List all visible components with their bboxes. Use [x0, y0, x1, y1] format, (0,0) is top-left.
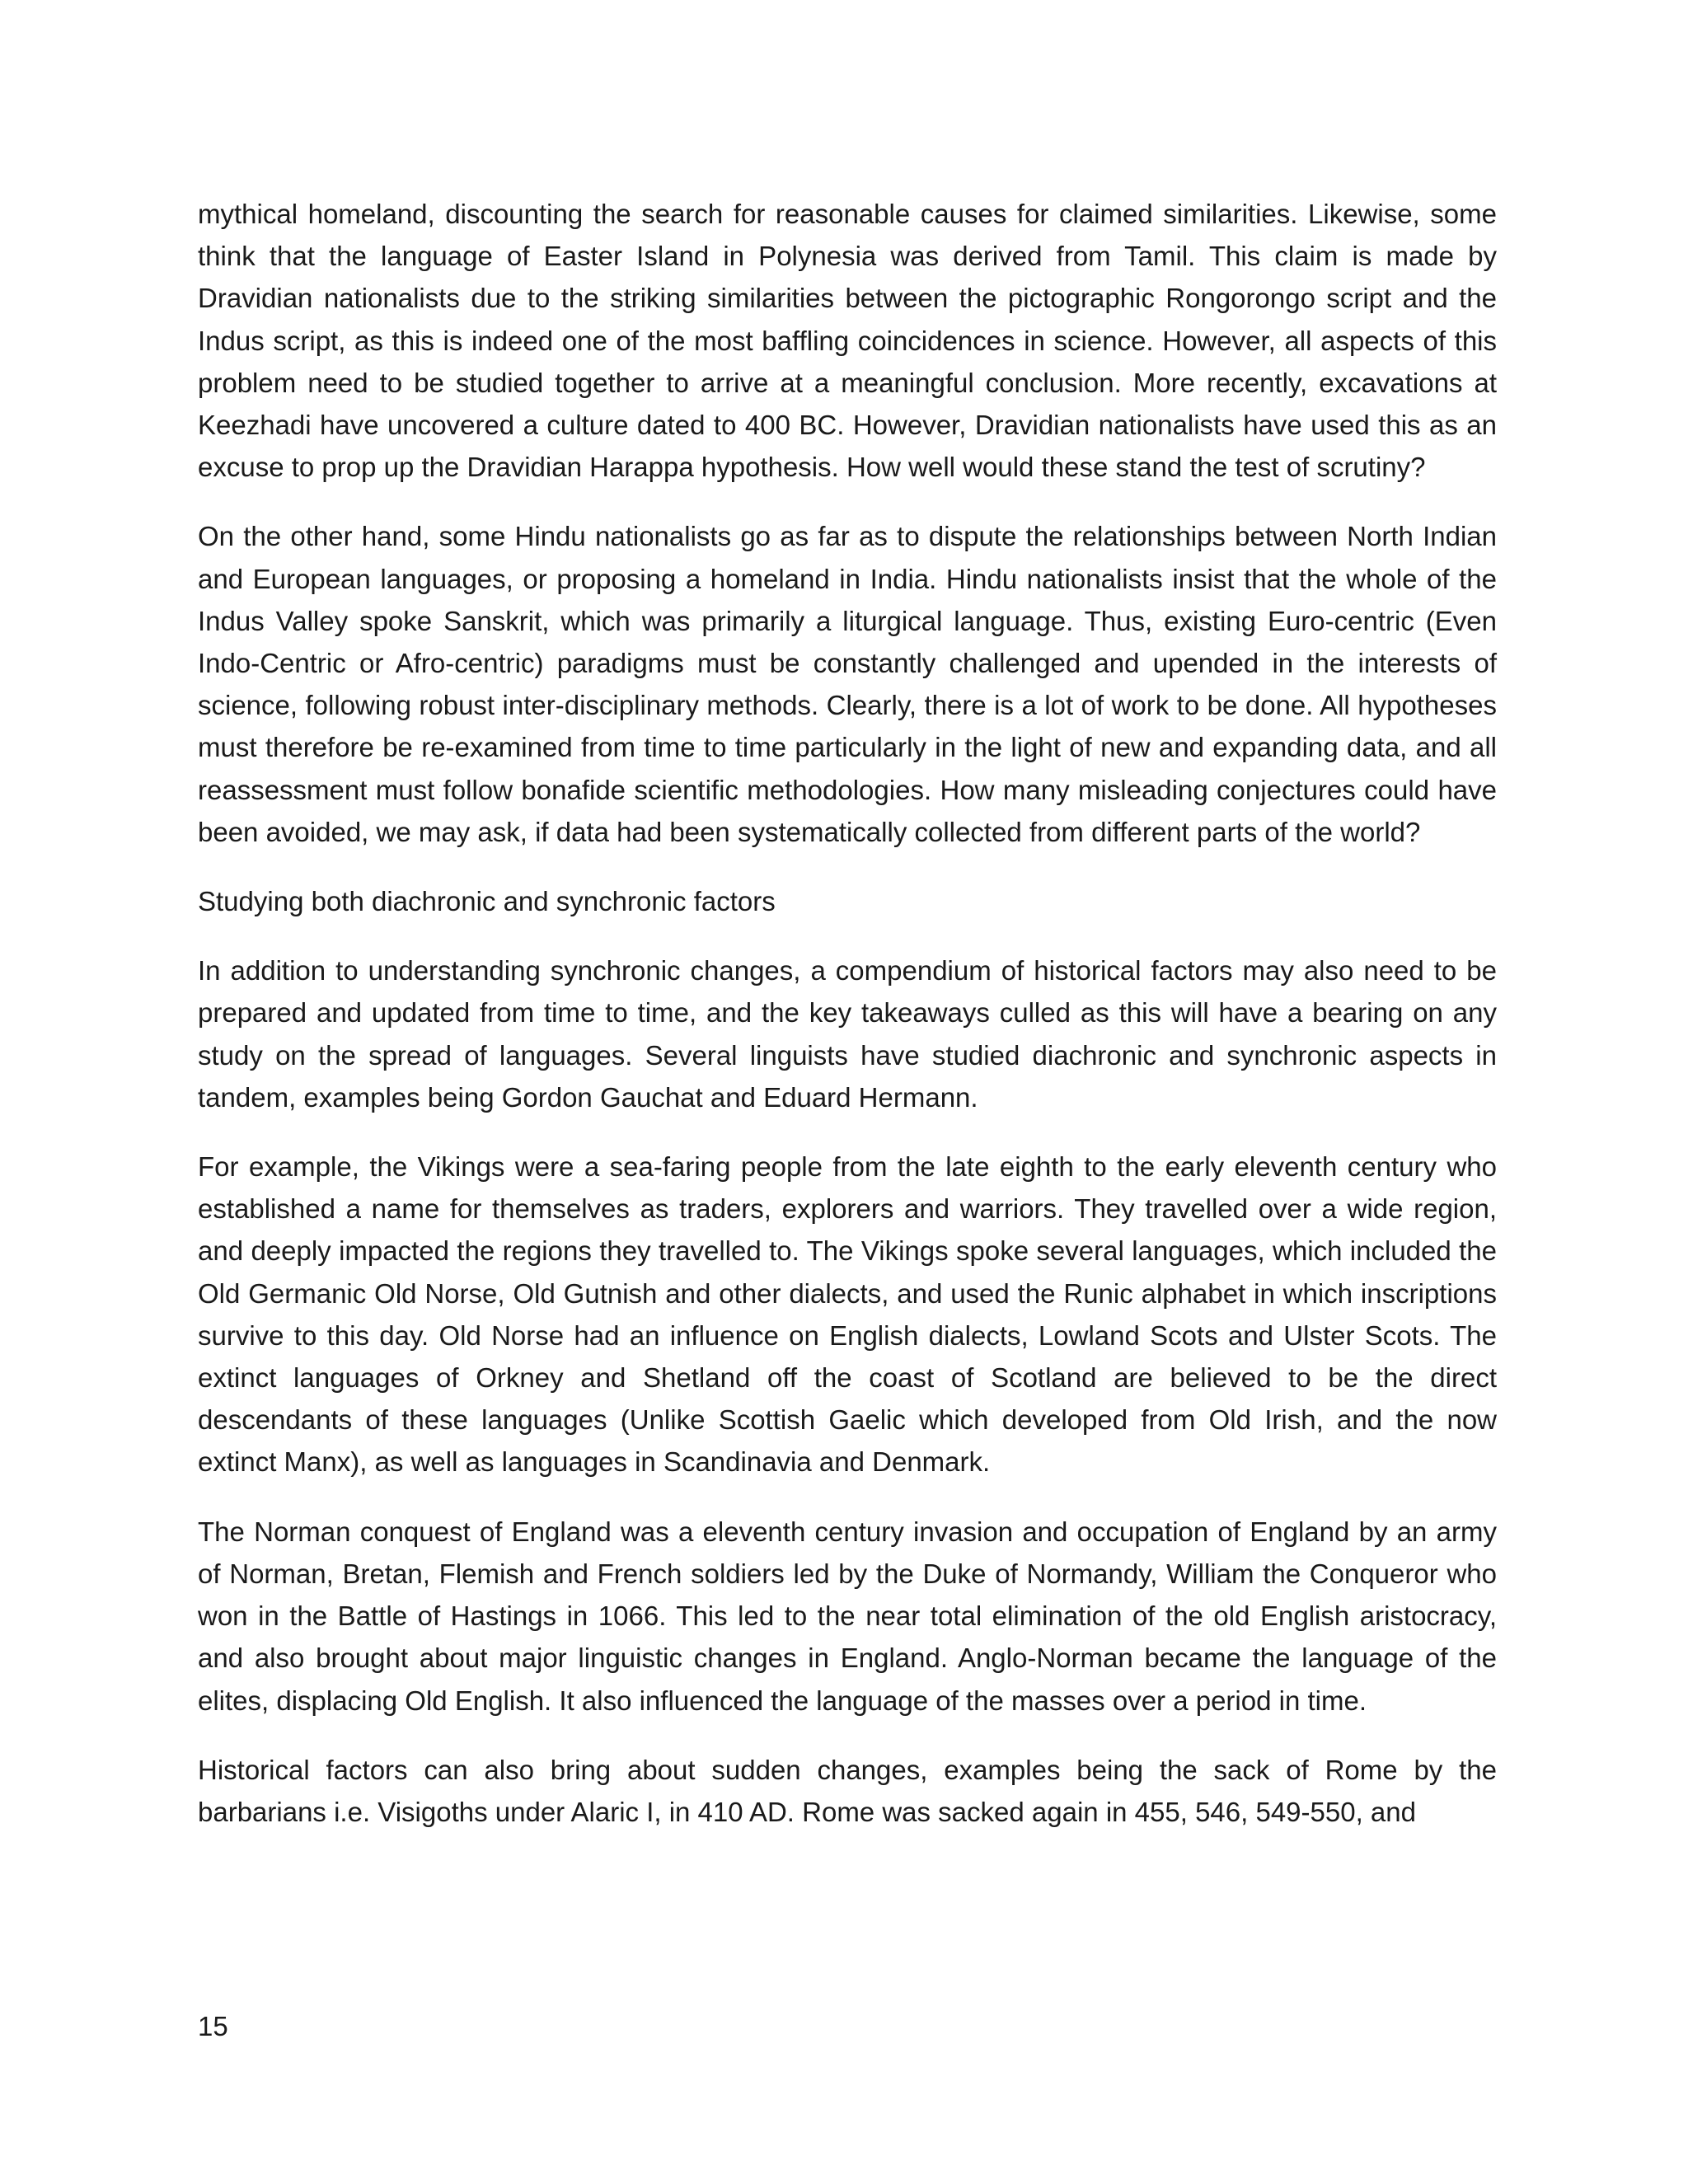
paragraph-easter-island-tamil: mythical homeland, discounting the search for reasonable causes for claimed similarities. Likewise, some think that the language of Easter Island in Polynesia was derived from Tamil. This claim is made by Dravidian nationalists due to the striking similarities between the pictographic Rongorongo script and the Indus script, as this is indeed one of the most baffling coincidences in science. However, all aspects of this problem need to be studied together to arrive at a meaningful conclusion. More recently, excavations at Keezhadi have uncovered a culture dated to 400 BC. However, Dravidian nationalists have used this as an excuse to prop up the Dravidian Harappa hypothesis. How well would these stand the test of scrutiny?	[198, 199, 1497, 483]
paragraph-hindu-nationalists: On the other hand, some Hindu nationalists go as far as to dispute the relationships between North Indian and European languages, or proposing a homeland in India. Hindu nationalists insist that the whole of the Indus Valley spoke Sanskrit, which was primarily a liturgical language. Thus, existing Euro-centric (Even Indo-Centric or Afro-centric) paradigms must be constantly challenged and upended in the interests of science, following robust inter-disciplinary methods. Clearly, there is a lot of work to be done. All hypotheses must therefore be re-examined from time to time particularly in the light of new and expanding data, and all reassessment must follow bonafide scientific methodologies. How many misleading conjectures could have been avoided, we may ask, if data had been systematically collected from different parts of the world?	[198, 521, 1497, 847]
paragraph-vikings: For example, the Vikings were a sea-faring people from the late eighth to the early eleventh century who established a name for themselves as traders, explorers and warriors. They travelled over a wide region, and deeply impacted the regions they travelled to. The Vikings spoke several languages, which included the Old Germanic Old Norse, Old Gutnish and other dialects, and used the Runic alphabet in which inscriptions survive to this day. Old Norse had an influence on English dialects, Lowland Scots and Ulster Scots. The extinct languages of Orkney and Shetland off the coast of Scotland are believed to be the direct descendants of these languages (Unlike Scottish Gaelic which developed from Old Irish, and the now extinct Manx), as well as languages in Scandinavia and Denmark.	[198, 1151, 1497, 1478]
page-number: 15	[198, 2011, 228, 2041]
section-heading: Studying both diachronic and synchronic factors	[198, 886, 776, 917]
paragraph-diachronic-synchronic: In addition to understanding synchronic changes, a compendium of historical factors may also need to be prepared and updated from time to time, and the key takeaways culled as this will have a bearing on any study on the spread of languages. Several linguists have studied diachronic and synchronic aspects in tandem, examples being Gordon Gauchat and Eduard Hermann.	[198, 955, 1497, 1113]
paragraph-norman-conquest: The Norman conquest of England was a eleventh century invasion and occupation of England by an army of Norman, Bretan, Flemish and French soldiers led by the Duke of Normandy, William the Conqueror who won in the Battle of Hastings in 1066. This led to the near total elimination of the old English aristocracy, and also brought about major linguistic changes in England. Anglo-Norman became the language of the elites, displacing Old English. It also influenced the language of the masses over a period in time.	[198, 1516, 1497, 1716]
body-text	[198, 193, 1497, 1860]
paragraph-sack-of-rome: Historical factors can also bring about sudden changes, examples being the sack of Rome by the barbarians i.e. Visigoths under Alaric I, in 410 AD. Rome was sacked again in 455, 546, 549-550, and	[198, 1754, 1497, 1827]
